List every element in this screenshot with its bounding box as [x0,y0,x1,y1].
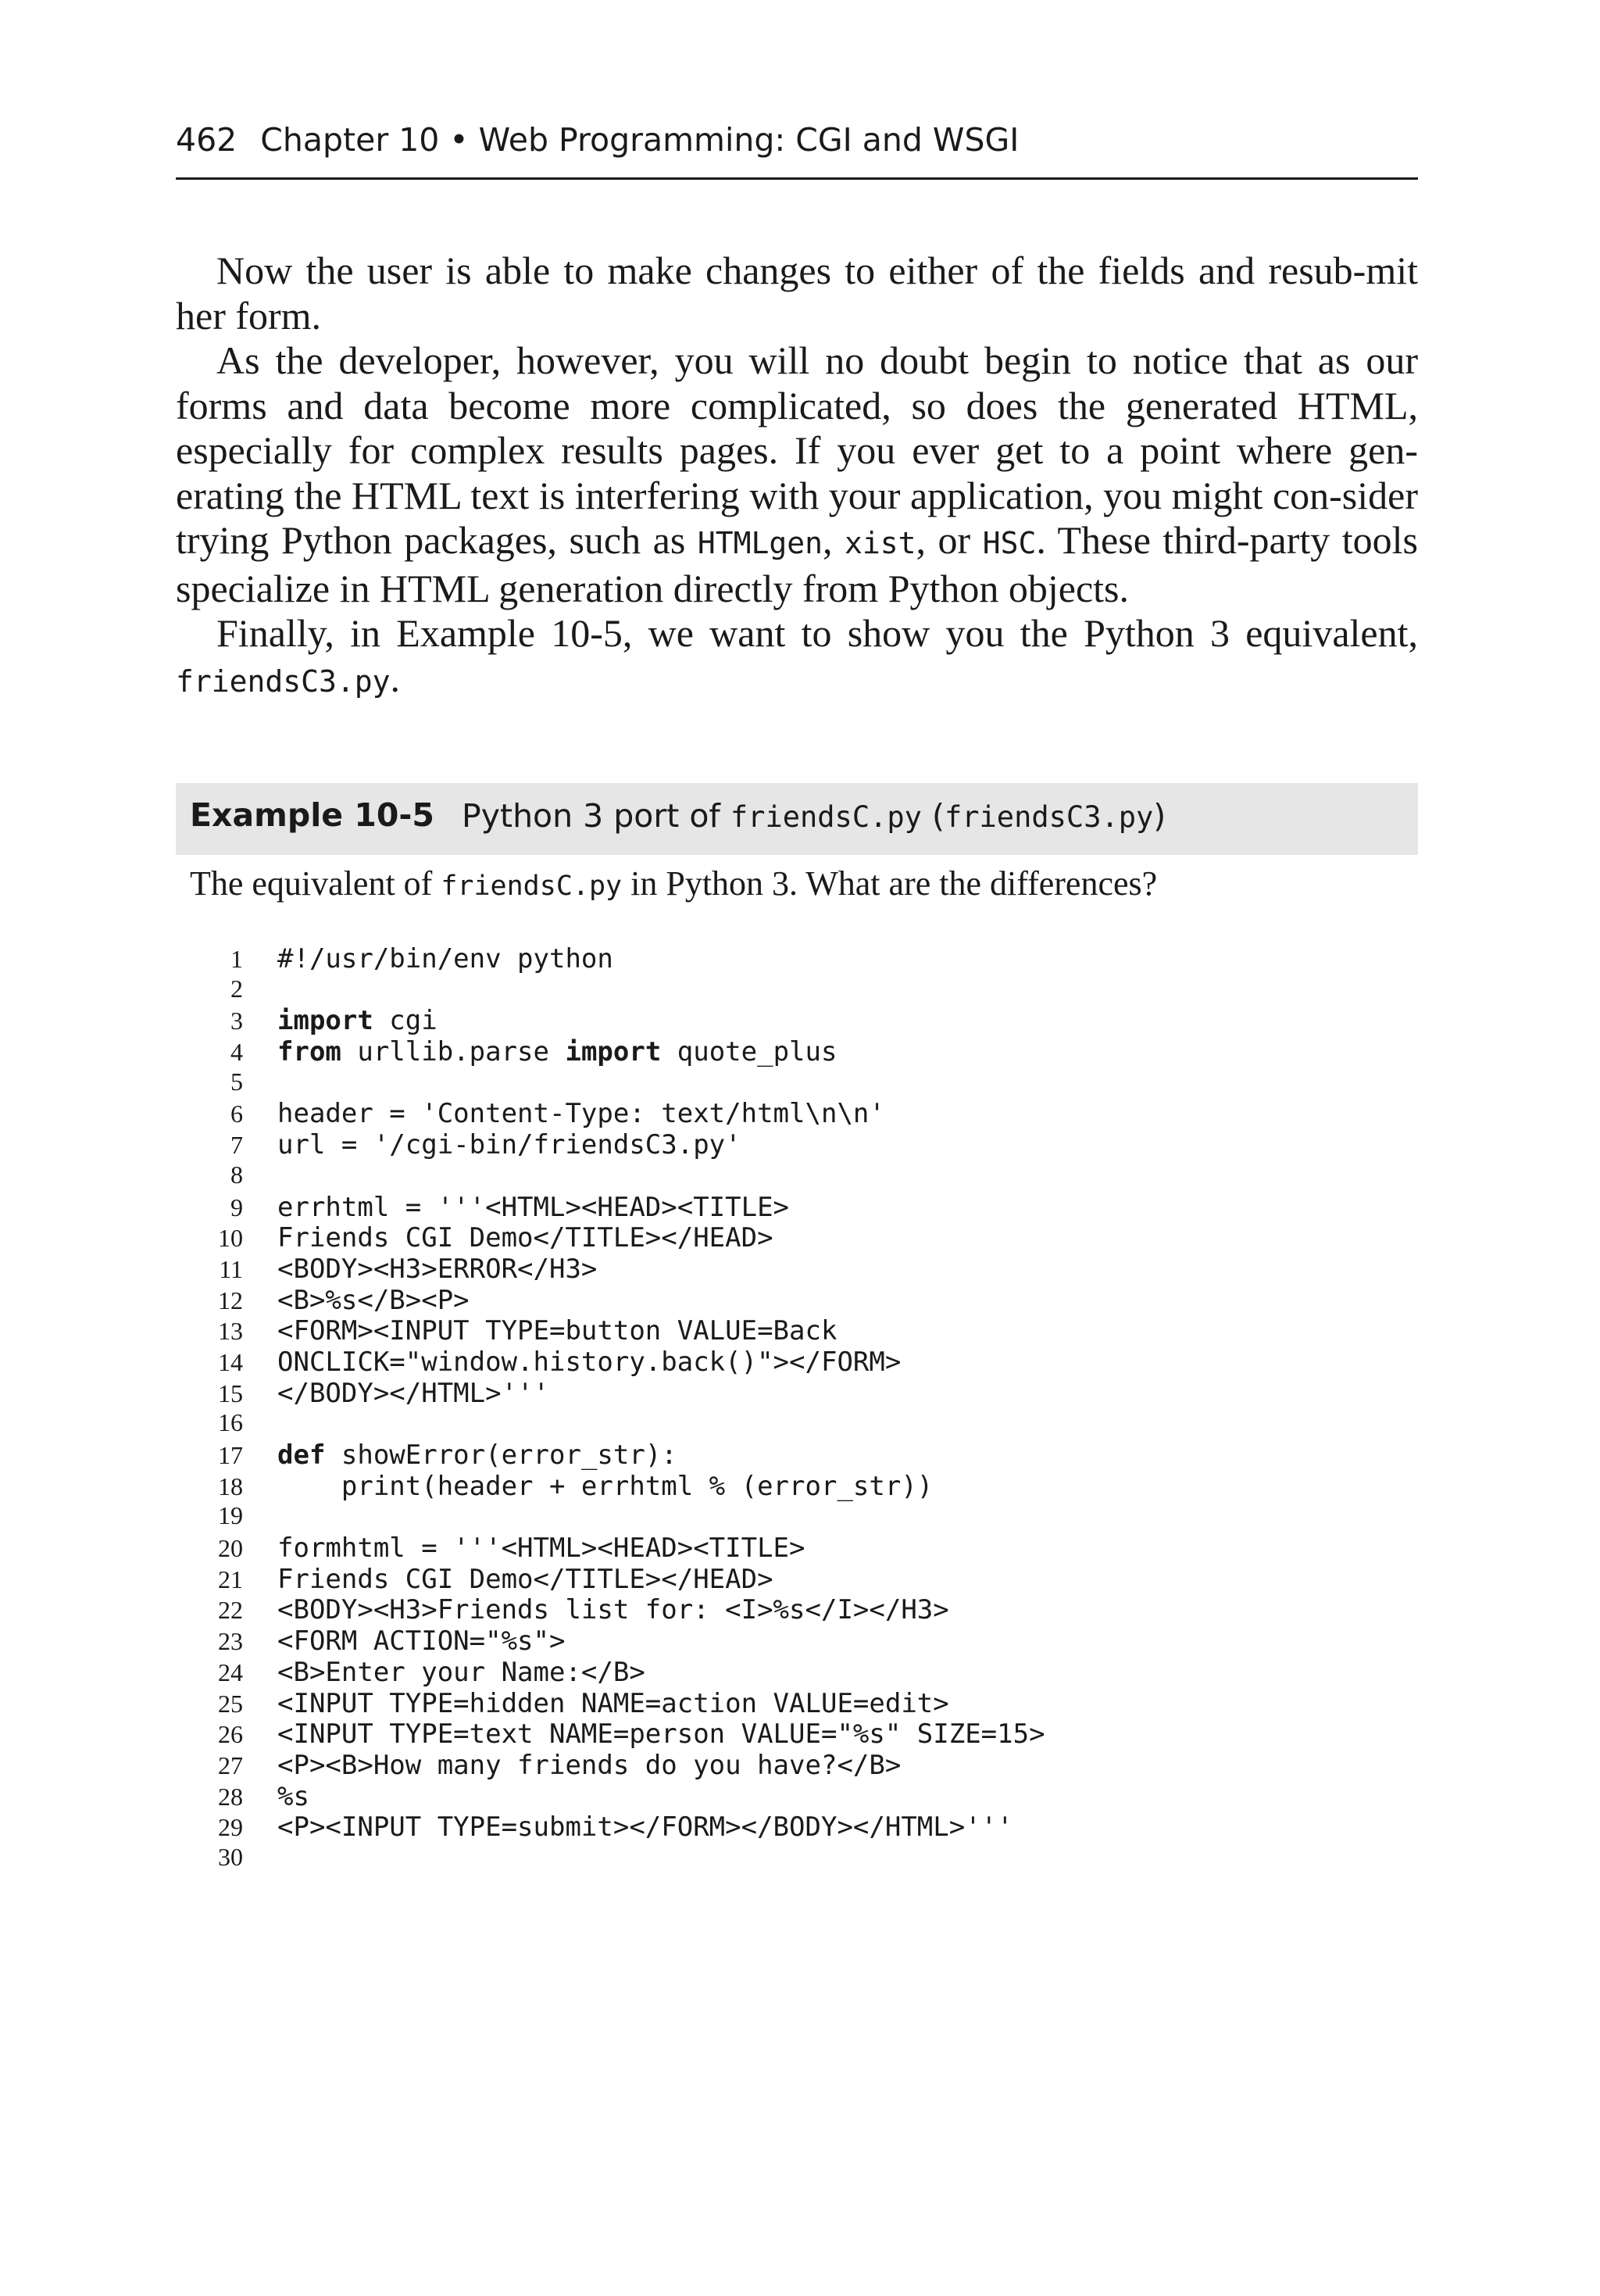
line-number: 4 [230,1038,243,1067]
inline-code: friendsC3.py [944,800,1154,834]
line-number: 9 [230,1193,243,1221]
code-text [277,1625,565,1657]
line-number: 8 [230,1160,243,1189]
code-text [277,943,613,975]
code-line [176,1254,1418,1285]
inline-code: friendsC3.py [176,663,391,699]
text-run: <P><B>How many friends do you have?</B> [277,1749,902,1781]
text-run: Friends CGI Demo</TITLE></HEAD> [277,1563,773,1595]
line-number: 22 [218,1596,243,1625]
code-line [176,1750,1418,1781]
code-line [176,1439,1418,1471]
text-run: <P><INPUT TYPE=submit></FORM></BODY></HTML>''' [277,1811,1013,1844]
code-line [176,943,1418,975]
code-line [176,1068,1418,1099]
line-number: 2 [230,974,243,1003]
code-line [176,1594,1418,1625]
text-run: As the developer, however, you will no doubt begin to notice that as our forms and data become more complicated, so does the generated HTML, especially for complex results pages. If you ever get to a point where gen-erating the HTML text is interfering with your application, you might con-sider trying Python packages, such as [176,338,1418,562]
code-listing [176,943,1418,1874]
code-keyword: import [565,1036,662,1068]
code-text [277,1439,677,1471]
code-text [277,1718,1045,1750]
line-number: 20 [218,1534,243,1563]
code-text [277,1315,837,1346]
line-number: 13 [218,1317,243,1346]
code-text [277,1594,949,1625]
code-line [176,1811,1418,1843]
line-number: 12 [218,1286,243,1314]
line-number: 15 [218,1379,243,1407]
line-number: 21 [218,1565,243,1593]
code-text [277,1285,470,1316]
inline-code: xist [845,526,916,560]
body-paragraph [176,249,1418,338]
example-title-bar [176,783,1418,855]
code-text [277,1471,933,1502]
code-text [277,1192,789,1223]
code-line [176,1098,1418,1129]
text-run: showError(error_str): [325,1439,677,1471]
code-text [277,1098,885,1129]
code-text [277,1688,949,1719]
line-number: 24 [218,1658,243,1686]
code-keyword: from [277,1036,341,1068]
code-line [176,1005,1418,1036]
example-title [462,797,1166,835]
code-line [176,1532,1418,1564]
line-number: 3 [230,1007,243,1035]
text-run: <BODY><H3>ERROR</H3> [277,1253,598,1285]
page-number: 462 [176,121,238,159]
text-run: . [390,656,401,700]
text-run: <B>Enter your Name:</B> [277,1656,645,1688]
text-run: cgi [373,1005,438,1037]
text-run: Now the user is able to make changes to either of the fields and resub-mit her form. [176,249,1418,338]
text-run: Python 3 port of [462,797,730,835]
code-line [176,1192,1418,1223]
text-run: %s [277,1780,309,1812]
line-number: 23 [218,1627,243,1656]
text-run: . These third-party tools specialize in HTML generation directly from Python objects. [176,518,1419,610]
code-text [277,1532,805,1564]
text-run: <FORM ACTION="%s"> [277,1625,566,1658]
page-header [176,121,1418,159]
text-run: formhtml = '''<HTML><HEAD><TITLE> [277,1532,805,1565]
code-line [176,1378,1418,1409]
text-run: <FORM><INPUT TYPE=button VALUE=Back [277,1315,838,1347]
code-line [176,1843,1418,1874]
line-number: 26 [218,1720,243,1749]
line-number: 7 [230,1131,243,1160]
code-line [176,1129,1418,1161]
text-run: ) [1153,797,1166,835]
header-rule [176,177,1418,180]
code-line [176,1161,1418,1192]
text-run: ONCLICK="window.history.back()"></FORM> [277,1346,902,1378]
text-run: <INPUT TYPE=hidden NAME=action VALUE=edit> [277,1687,949,1719]
line-number: 5 [230,1067,243,1096]
code-line [176,1315,1418,1346]
code-text [277,1129,741,1161]
running-title: Chapter 10 • Web Programming: CGI and WSGI [260,121,1020,159]
line-number: 6 [230,1100,243,1128]
code-line [176,1657,1418,1688]
code-keyword: import [277,1005,373,1037]
text-run: <B>%s</B><P> [277,1284,470,1316]
line-number: 29 [218,1813,243,1842]
text-run: header = 'Content-Type: text/html\n\n' [277,1098,885,1130]
code-text [277,1036,837,1068]
text-run: #!/usr/bin/env python [277,943,613,975]
body-paragraph [176,611,1418,704]
line-number: 18 [218,1472,243,1500]
inline-code: friendsC.py [730,800,922,834]
code-line [176,1501,1418,1532]
example-label: Example 10-5 [190,796,434,834]
text-run: <BODY><H3>Friends list for: <I>%s</I></H3> [277,1594,949,1626]
code-keyword: def [277,1439,326,1471]
line-number: 14 [218,1347,243,1376]
text-run: Finally, in Example 10-5, we want to show you the Python 3 equivalent, [216,611,1418,655]
code-text [277,1378,549,1409]
code-line [176,1222,1418,1254]
code-line [176,1718,1418,1750]
line-number: 1 [230,945,243,973]
line-number: 16 [218,1408,243,1437]
body-text [176,249,1418,704]
code-text [277,1346,901,1378]
body-paragraph [176,338,1418,611]
code-text [277,1564,773,1595]
code-line [176,1564,1418,1595]
line-number: 27 [218,1751,243,1779]
code-text [277,1750,901,1781]
line-number: 17 [218,1441,243,1469]
text-run: in Python 3. What are the differences? [622,864,1158,903]
text-run: url = '/cgi-bin/friendsC3.py' [277,1129,741,1161]
code-line [176,1408,1418,1439]
line-number: 28 [218,1782,243,1811]
line-number: 25 [218,1689,243,1718]
code-line [176,1625,1418,1657]
code-line [176,1688,1418,1719]
code-line [176,975,1418,1006]
code-text [277,1005,438,1036]
text-run: urllib.parse [341,1036,566,1068]
inline-code: HSC [982,526,1037,560]
inline-code: HTMLgen [697,526,823,560]
code-text [277,1254,597,1285]
code-text [277,1781,309,1812]
text-run: Friends CGI Demo</TITLE></HEAD> [277,1222,773,1254]
code-text [277,1657,645,1688]
line-number: 19 [218,1501,243,1530]
text-run: , or [916,518,983,562]
code-line [176,1471,1418,1502]
text-run: <INPUT TYPE=text NAME=person VALUE="%s" SIZE=15> [277,1718,1045,1751]
line-number: 10 [218,1224,243,1253]
line-number: 30 [218,1842,243,1871]
text-run: The equivalent of [190,864,441,903]
code-text [277,1811,1013,1843]
text-run: print(header + errhtml % (error_str)) [277,1470,934,1502]
code-line [176,1285,1418,1316]
text-run: , [822,518,845,562]
example-caption [190,864,1416,903]
code-line [176,1781,1418,1812]
code-line [176,1036,1418,1068]
text-run: quote_plus [661,1036,838,1068]
code-text [277,1222,773,1254]
code-line [176,1346,1418,1378]
text-run: </BODY></HTML>''' [277,1377,549,1409]
inline-code: friendsC.py [441,871,623,902]
text-run: errhtml = '''<HTML><HEAD><TITLE> [277,1191,790,1223]
text-run: ( [921,797,945,835]
line-number: 11 [219,1254,243,1283]
